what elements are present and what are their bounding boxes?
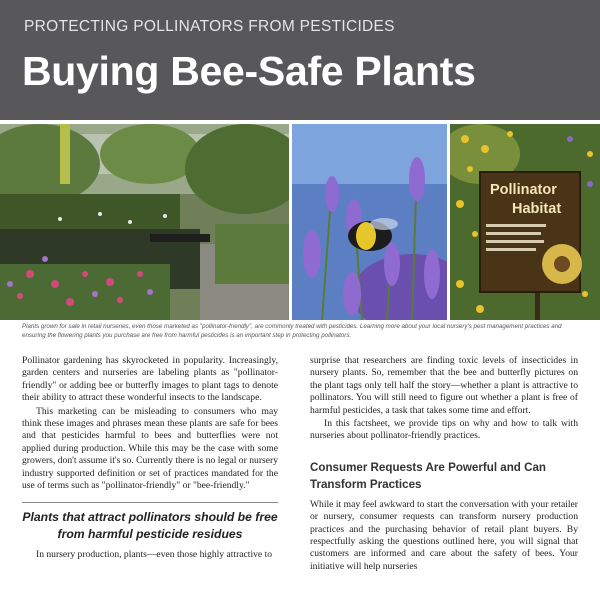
header-banner [0,0,600,120]
body-paragraph: This marketing can be misleading to consumers who may think these images and phrases mean these plants are safe for bees and that pesticides harmful to bees and butterflies were not applied during production. While this may be the case with some growers, don't assume it's so. Currently there is no legal or nursery industry supported definition or set of practices mandated for the use of terms such as "pollinator-friendly" or "bee-friendly." [22,405,278,492]
sign-line2: Habitat [512,201,562,217]
body-paragraph: In this factsheet, we provide tips on why and how to talk with nurseries about pollinator-friendly practices. [310,418,578,442]
right-column [310,355,578,573]
series-kicker: PROTECTING POLLINATORS FROM PESTICIDES [24,18,395,35]
bee-lavender-photo [292,124,447,320]
left-column [22,355,278,562]
sign-line1: Pollinator [490,182,557,198]
body-paragraph: While it may feel awkward to start the conversation with your retailer or nursery, consumer requests can transform nursery production practices and the purchasing behavior of retail plant buyers. By respectfully asking the questions outlined here, you will signal that customers are informed and care about the safety of bees. Your initiative will help nurseries [310,498,578,572]
section-heading: Consumer Requests Are Powerful and Can Transform Practices [310,460,547,491]
pull-quote: Plants that attract pollinators should be free from harmful pesticide residues [22,502,278,543]
pollinator-habitat-sign-photo [450,124,600,320]
body-paragraph: Pollinator gardening has skyrocketed in popularity. Increasingly, garden centers and nurseries are labeling plants as "pollinator-friendly" or adding bee or butterfly images to plant tags to denote their ability to attract these wonderful insects to the landscape. [22,355,278,404]
page-title: Buying Bee-Safe Plants [22,48,476,94]
nursery-photo [0,124,289,320]
photo-strip [0,124,600,320]
body-paragraph: In nursery production, plants—even those highly attractive to [36,549,273,561]
photo-caption: Plants grown for sale in retail nurseries, even those marketed as "pollinator-friendly", are commonly treated with pesticides. Learning more about your local nursery's pest management practices and ensuring the flowering plants you purchase are free from harmful pesticides is an important step in protecting pollinators. [22,323,562,339]
body-paragraph: surprise that researchers are finding toxic levels of insecticides in nursery plants. So, remember that the bee and butterfly pictures on the plant tags only tell half the story—whether a plant is attractive to pollinators. You will still need to figure out whether a plant is free of harmful pesticides, a task that takes some time and effort. [310,355,578,416]
